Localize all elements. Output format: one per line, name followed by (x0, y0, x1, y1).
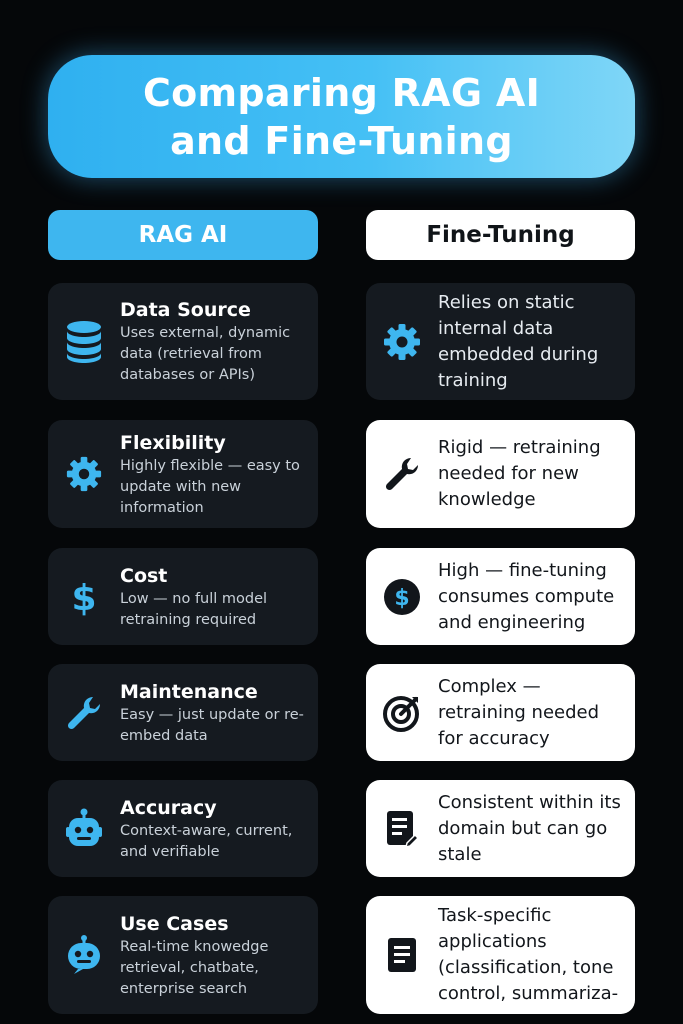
ft-use-cases-line-1: Task-specific (438, 905, 552, 926)
dollar-icon (48, 548, 120, 645)
fine-tuning-column-header: Fine-Tuning (366, 210, 635, 260)
rag-card-cost (48, 548, 318, 645)
ft-use-cases-line-3: (classification, tone (438, 957, 614, 978)
ft-card-data-source (366, 283, 635, 400)
ft-cost-text: High — fine-tuning consumes compute and engineering (438, 559, 615, 633)
rag-maintenance-title: Maintenance (120, 680, 258, 703)
ft-use-cases-line-4: control, summariza- (438, 983, 619, 1004)
database-icon (48, 283, 120, 400)
gear-icon (48, 420, 120, 528)
rag-column-header: RAG AI (48, 210, 318, 260)
title-line-2: and Fine-Tuning (170, 118, 513, 163)
rag-cost-desc: Low — no full model retraining required (120, 590, 268, 628)
title-line-1: Comparing RAG AI (142, 70, 541, 115)
rag-cost-title: Cost (120, 564, 168, 587)
rag-use-cases-desc: Real-time knowedge retrieval, chatbate, enterprise search (120, 938, 269, 997)
svg-text:$: $ (71, 577, 97, 617)
document-icon (366, 896, 438, 1014)
rag-data-source-desc: Uses external, dynamic data (retrieval from databases or APIs) (120, 325, 291, 383)
ft-use-cases-line-2: applications (438, 931, 547, 952)
ft-card-accuracy (366, 780, 635, 877)
wrench-icon (48, 664, 120, 761)
ft-card-use-cases (366, 896, 635, 1014)
rag-card-use-cases (48, 896, 318, 1014)
ft-maintenance-text: Complex — retraining needed for accuracy (438, 675, 600, 749)
rag-card-accuracy (48, 780, 318, 877)
ft-card-flexibility (366, 420, 635, 528)
rag-flexibility-desc: Highly flexible — easy to update with new information (120, 457, 300, 516)
rag-flexibility-title: Flexibility (120, 431, 226, 454)
ft-data-source-text: Relies on static internal data embedded during training (438, 291, 599, 391)
rag-card-data-source (48, 283, 318, 400)
rag-card-flexibility (48, 420, 318, 528)
rag-card-maintenance (48, 664, 318, 761)
dollar-coin-icon (366, 548, 438, 645)
ft-card-cost (366, 548, 635, 645)
wrench-icon (366, 420, 438, 528)
title-banner (48, 55, 635, 178)
rag-accuracy-title: Accuracy (120, 796, 217, 819)
ft-card-maintenance (366, 664, 635, 761)
rag-use-cases-title: Use Cases (120, 912, 229, 935)
ft-accuracy-text: Consistent within its domain but can go stale (438, 791, 621, 865)
target-icon (366, 664, 438, 761)
robot-icon (48, 780, 120, 877)
rag-data-source-title: Data Source (120, 299, 251, 321)
document-edit-icon (366, 780, 438, 877)
ft-flexibility-text: Rigid — retraining needed for new knowledge (438, 437, 601, 510)
rag-accuracy-desc: Context-aware, current, and verifiable (120, 822, 293, 860)
gear-icon (366, 283, 438, 400)
chatbot-icon (48, 896, 120, 1014)
rag-maintenance-desc: Easy — just update or re-embed data (120, 706, 304, 744)
svg-text:$: $ (394, 585, 410, 611)
